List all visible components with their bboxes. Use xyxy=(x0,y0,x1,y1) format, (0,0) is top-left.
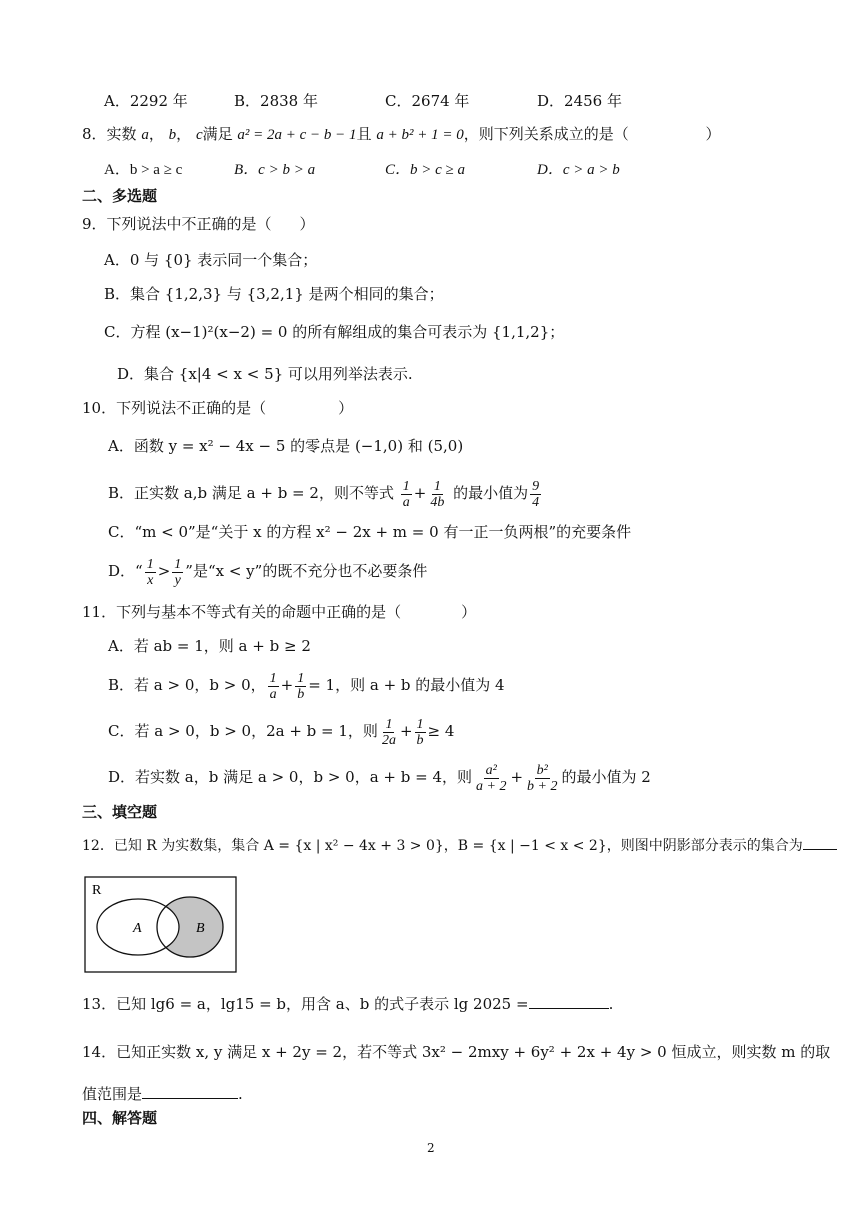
section-title-multi-choice: 二、多选题 xyxy=(82,187,158,205)
q7-option-c: C．2674 年 xyxy=(385,92,470,110)
universe-label: R xyxy=(92,883,102,898)
question-14: 14．已知正实数 x, y 满足 x + 2y = 2，若不等式 3x² − 2mxy + 6y² + 2x + 4y > 0 恒成立，则实数 m 的取 xyxy=(82,1043,831,1061)
section-title-fill-in: 三、填空题 xyxy=(82,803,158,821)
q9-option-c: C．方程 (x−1)²(x−2) = 0 的所有解组成的集合可表示为 {1,1,2}； xyxy=(104,323,565,341)
fraction: $\frac{1}{x}$ xyxy=(146,556,154,588)
fraction: $\frac{1}{b}$ xyxy=(297,670,305,702)
q8-option-b: B．c > b > a xyxy=(234,162,316,178)
page-number: 2 xyxy=(427,1141,435,1155)
fraction: $\frac{1}{4b}$ xyxy=(430,478,445,510)
fraction: $\frac{\text{b²}}{b + 2}$ xyxy=(527,762,558,794)
question-12: 12．已知 R 为实数集，集合 A = {x | x² − 4x + 3 > 0}，B = {x | −1 < x < 2}，则图中阴影部分表示的集合为 xyxy=(82,836,837,856)
question-9: 9．下列说法中不正确的是（ ） xyxy=(82,215,315,233)
q11-option-b: B．若 a > 0，b > 0， $\frac{1}{a}$ + $\frac{1}{b}$ = 1，则 a + b 的最小值为 4 xyxy=(108,670,505,702)
q10-option-d: D．“ $\frac{1}{x}$ > $\frac{1}{y}$ ”是“x < y”的既不充分也不必要条件 xyxy=(108,556,428,588)
fraction: $\frac{1}{b}$ xyxy=(416,716,424,748)
set-b-label: B xyxy=(196,921,205,936)
fraction: $\frac{1}{a}$ xyxy=(269,670,277,702)
q11-option-a: A．若 ab = 1，则 a + b ≥ 2 xyxy=(108,637,311,655)
q8-option-d: D．c > a > b xyxy=(537,162,620,178)
q10-option-b: B．正实数 a,b 满足 a + b = 2，则不等式 $\frac{1}{a}$ + $\frac{1}{4b}$ 的最小值为 $\frac{9}{4}$ xyxy=(108,478,540,510)
q8-option-c: C．b > c ≥ a xyxy=(385,162,466,178)
set-a-label: A xyxy=(133,921,142,936)
question-8: 8．实数 a， b， c满足 a² = 2a + c − b − 1且 a + b² + 1 = 0，则下列关系成立的是（ ） xyxy=(82,125,721,143)
q8-option-a: A．b > a ≥ c xyxy=(104,162,183,178)
q11-option-d: D．若实数 a，b 满足 a > 0，b > 0，a + b = 4，则 $\frac{\text{a²}}{a + 2}$ + $\frac{\text{b²}}{b + 2}$ 的最小值为 2 xyxy=(108,762,651,794)
q7-option-d: D．2456 年 xyxy=(537,92,622,110)
fraction: $\frac{1}{y}$ xyxy=(174,556,182,588)
fraction: $\frac{9}{4}$ xyxy=(532,478,540,510)
fraction: $\frac{1}{a}$ xyxy=(402,478,410,510)
question-13: 13．已知 lg6 = a，lg15 = b，用含 a、b 的式子表示 lg 2025 = . xyxy=(82,995,614,1013)
q10-option-a: A．函数 y = x² − 4x − 5 的零点是 (−1,0) 和 (5,0) xyxy=(108,437,464,455)
section-title-answers: 四、解答题 xyxy=(82,1109,158,1127)
question-10: 10．下列说法不正确的是（ ） xyxy=(82,399,354,417)
question-11: 11．下列与基本不等式有关的命题中正确的是（ ） xyxy=(82,603,477,621)
q9-option-d: D．集合 {x|4 < x < 5} 可以用列举法表示. xyxy=(117,365,413,383)
q9-option-b: B．集合 {1,2,3} 与 {3,2,1} 是两个相同的集合； xyxy=(104,285,444,303)
q10-option-c: C．“m < 0”是“关于 x 的方程 x² − 2x + m = 0 有一正一负两根”的充要条件 xyxy=(108,523,632,541)
q9-option-a: A．0 与 {0} 表示同一个集合； xyxy=(104,251,318,269)
answer-blank[interactable] xyxy=(803,849,837,850)
q7-option-a: A．2292 年 xyxy=(104,92,188,110)
venn-diagram xyxy=(84,876,238,974)
fraction: $\frac{1}{2a}$ xyxy=(381,716,396,748)
question-14-cont: 值范围是 . xyxy=(82,1085,243,1103)
q7-option-b: B．2838 年 xyxy=(234,92,318,110)
answer-blank[interactable] xyxy=(529,1008,609,1009)
q11-option-c: C．若 a > 0，b > 0，2a + b = 1，则 $\frac{1}{2a}$ + $\frac{1}{b}$ ≥ 4 xyxy=(108,716,455,748)
fraction: $\frac{\text{a²}}{a + 2}$ xyxy=(476,762,507,794)
answer-blank[interactable] xyxy=(142,1098,238,1099)
